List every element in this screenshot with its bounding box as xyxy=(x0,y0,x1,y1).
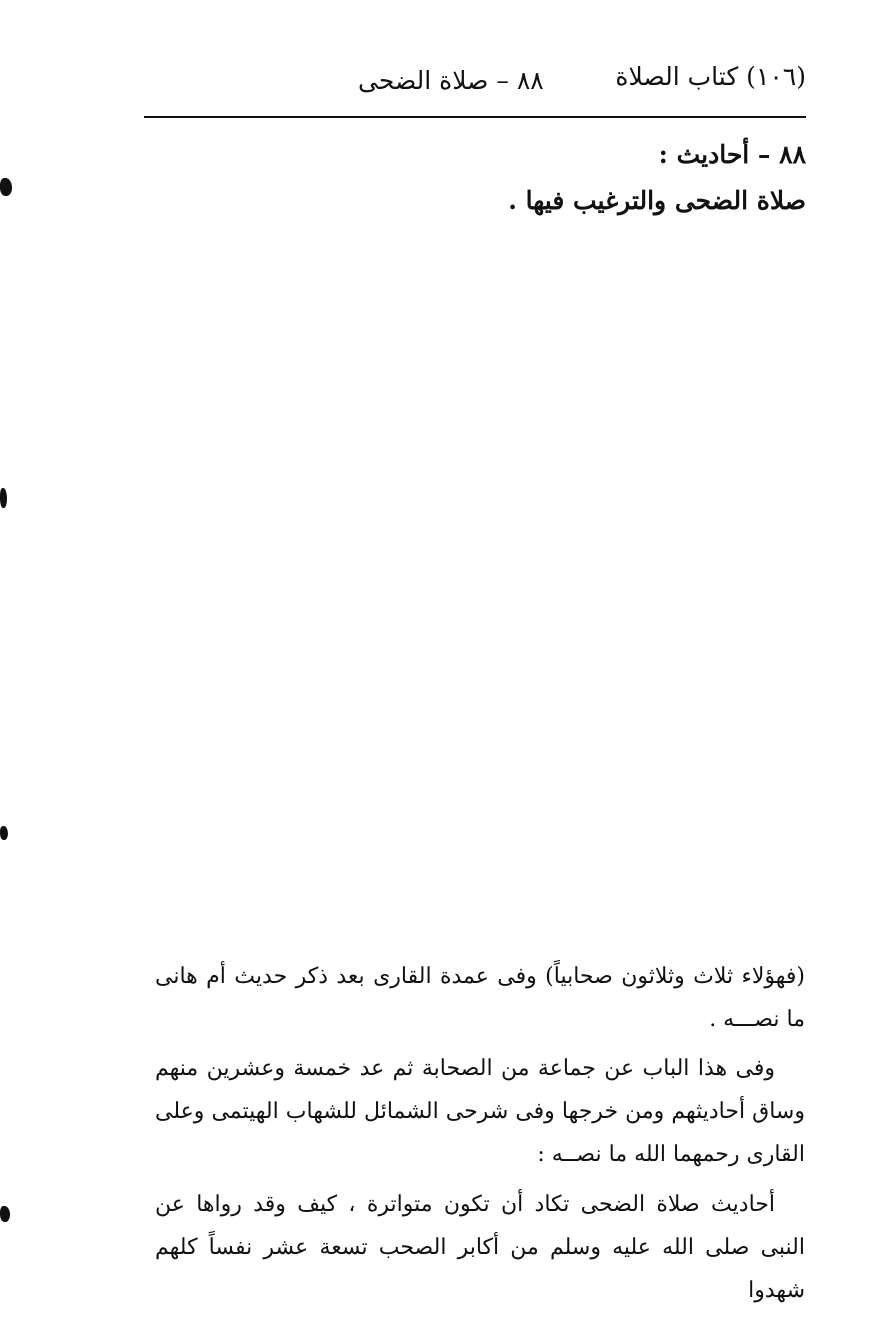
section-subtitle: صلاة الضحى والترغيب فيها . xyxy=(508,186,806,215)
section-title: ٨٨ – أحاديث : xyxy=(658,140,806,169)
paragraph-count-note: (فهؤلاء ثلاث وثلاثون صحابياً) وفى عمدة القارى بعد ذكر حديث أم هانى ما نصـــه . xyxy=(155,964,805,1032)
paragraph-chapter-note: وفى هذا الباب عن جماعة من الصحابة ثم عد خمسة وعشرين منهم وساق أحاديثهم ومن خرجها وفى شرحى الشمائل للشهاب الهيتمى وعلى القارى رحمهما الله ما نصــه : xyxy=(155,1056,805,1167)
running-header-chapter: ٨٨ – صلاة الضحى xyxy=(358,66,544,95)
scan-edge-mark xyxy=(0,826,8,840)
scan-edge-mark xyxy=(0,178,12,196)
running-header-page-ref: (١٠٦) كتاب الصلاة xyxy=(615,62,806,91)
scan-edge-mark xyxy=(0,1206,10,1222)
scan-edge-mark xyxy=(0,488,7,508)
header-rule xyxy=(144,116,806,118)
paragraph-tawatur: أحاديث صلاة الضحى تكاد أن تكون متواترة ، كيف وقد رواها عن النبى صلى الله عليه وسلم من أكابر الصحب تسعة عشر نفساً كلهم شهدوا xyxy=(155,1192,805,1303)
